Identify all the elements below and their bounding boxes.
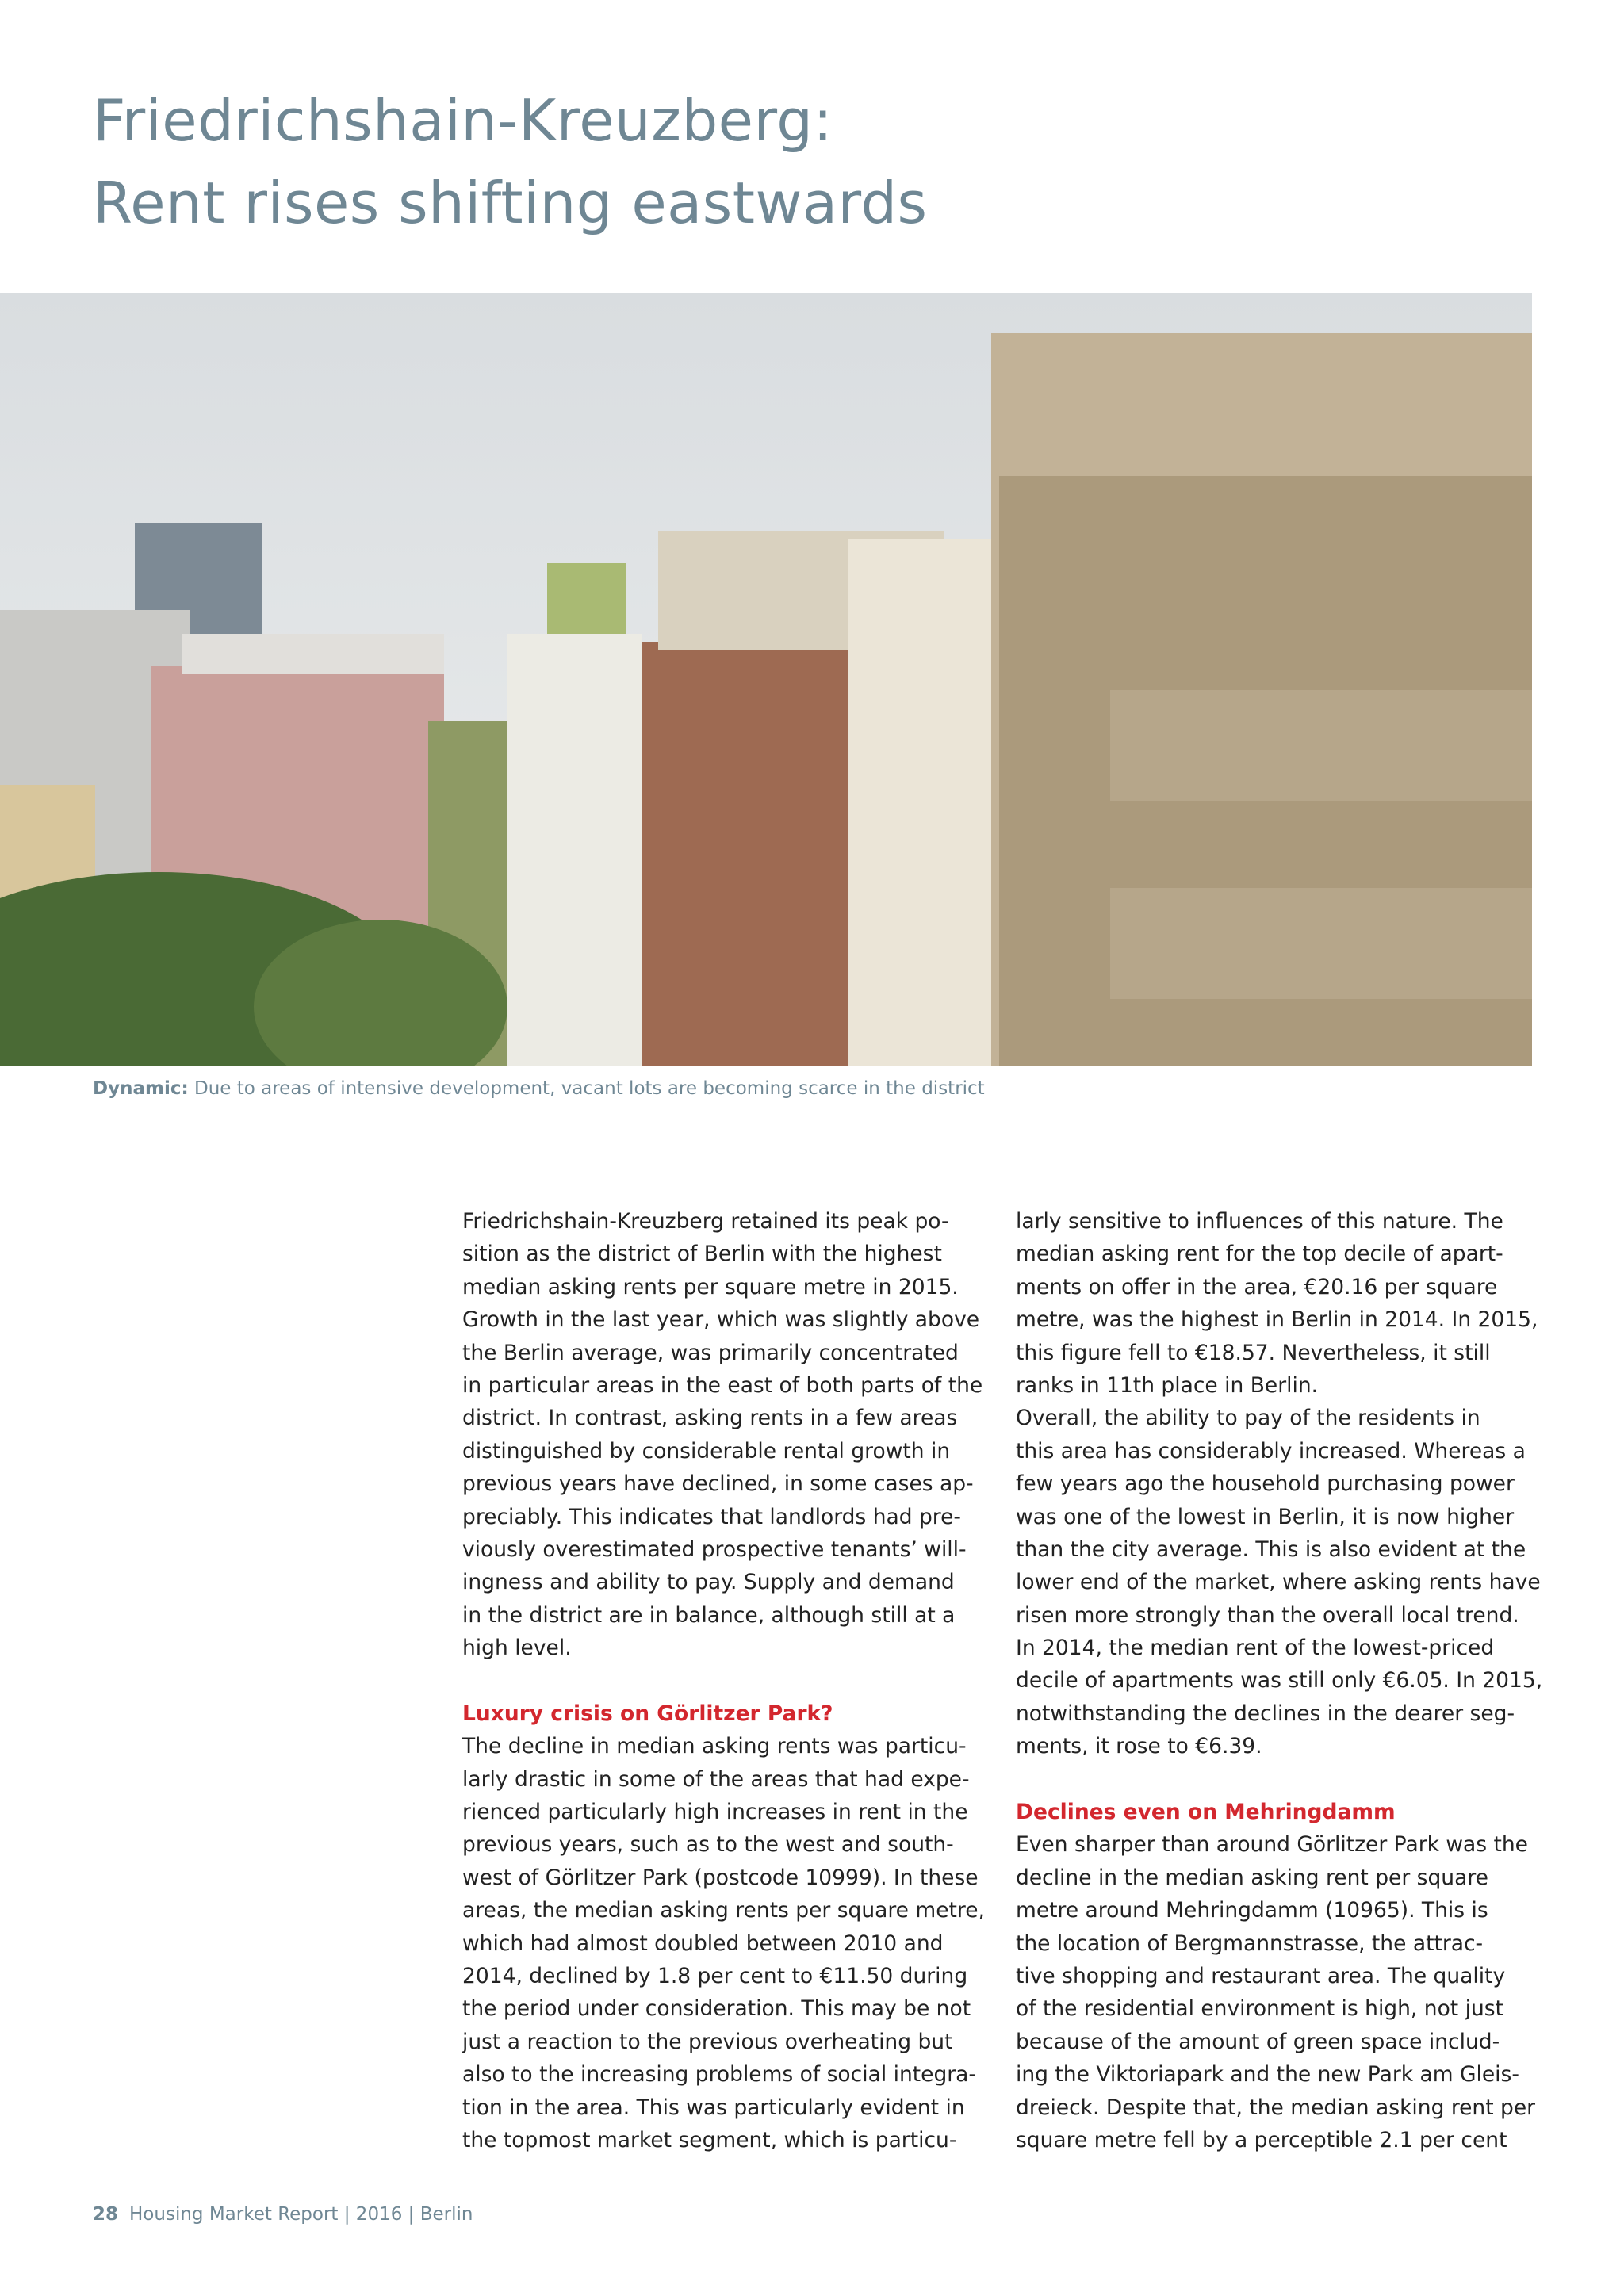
body-line: tion in the area. This was particularly evident in	[462, 2095, 965, 2120]
body-line: distinguished by considerable rental growth in	[462, 1438, 951, 1464]
body-line: Even sharper than around Görlitzer Park was the	[1016, 1832, 1528, 1858]
body-line: just a reaction to the previous overheating but	[462, 2029, 953, 2054]
body-line: larly drastic in some of the areas that had expe-	[462, 1766, 970, 1792]
body-line: The decline in median asking rents was particu-	[462, 1734, 967, 1759]
body-column-left	[462, 1205, 986, 2156]
footer-text: Housing Market Report | 2016 | Berlin	[129, 2204, 473, 2225]
body-line: of the residential environment is high, not just	[1016, 1996, 1503, 2022]
body-line: previous years have declined, in some cases ap-	[462, 1471, 974, 1497]
body-line: district. In contrast, asking rents in a few areas	[462, 1406, 958, 1431]
body-line: rienced particularly high increases in rent in the	[462, 1800, 968, 1825]
body-line: larly sensitive to influences of this nature. The	[1016, 1209, 1503, 1234]
body-line: few years ago the household purchasing power	[1016, 1471, 1515, 1497]
page-title	[93, 79, 928, 244]
body-line: this area has considerably increased. Whereas a	[1016, 1438, 1526, 1464]
body-line: decline in the median asking rent per square	[1016, 1865, 1488, 1890]
body-line: notwithstanding the declines in the dearer seg-	[1016, 1701, 1515, 1726]
body-line: the period under consideration. This may be not	[462, 1996, 971, 2022]
body-line: was one of the lowest in Berlin, it is now higher	[1016, 1504, 1515, 1529]
body-column-right	[1016, 1205, 1543, 2156]
body-line: high level.	[462, 1636, 572, 1661]
body-line: the location of Bergmannstrasse, the attrac-	[1016, 1931, 1484, 1956]
body-line: the topmost market segment, which is particu-	[462, 2127, 957, 2152]
body-line: metre, was the highest in Berlin in 2014. In 2015,	[1016, 1307, 1538, 1333]
body-line: areas, the median asking rents per square metre,	[462, 1898, 985, 1923]
body-line: decile of apartments was still only €6.05. In 2015,	[1016, 1668, 1543, 1693]
body-line: which had almost doubled between 2010 and	[462, 1931, 944, 1956]
body-line: in the district are in balance, although still at a	[462, 1602, 956, 1628]
body-line: ranks in 11th place in Berlin.	[1016, 1372, 1319, 1398]
body-line: than the city average. This is also evident at the	[1016, 1536, 1526, 1562]
body-line: ments, it rose to €6.39.	[1016, 1734, 1262, 1759]
body-line: tive shopping and restaurant area. The quality	[1016, 1963, 1506, 1988]
caption-label: Dynamic:	[93, 1078, 189, 1099]
title-line-2: Rent rises shifting eastwards	[93, 170, 928, 236]
body-line: dreieck. Despite that, the median asking rent per	[1016, 2095, 1536, 2120]
body-line: in particular areas in the east of both parts of the	[462, 1372, 983, 1398]
body-line: Growth in the last year, which was slightly above	[462, 1307, 980, 1333]
body-line: In 2014, the median rent of the lowest-priced	[1016, 1636, 1495, 1661]
body-line: also to the increasing problems of social integra-	[462, 2062, 976, 2087]
body-line: Overall, the ability to pay of the residents in	[1016, 1406, 1480, 1431]
body-line: the Berlin average, was primarily concentrated	[462, 1340, 959, 1365]
body-line: this figure fell to €18.57. Nevertheless, it still	[1016, 1340, 1491, 1365]
paragraph-gap	[1016, 1763, 1539, 1796]
building-photo	[0, 293, 1532, 1066]
body-line: viously overestimated prospective tenants’ will-	[462, 1536, 967, 1562]
body-line: previous years, such as to the west and south-	[462, 1832, 954, 1858]
body-line: preciably. This indicates that landlords had pre-	[462, 1504, 961, 1529]
page-footer	[93, 2204, 473, 2225]
body-line: median asking rent for the top decile of apart-	[1016, 1242, 1503, 1267]
page-number: 28	[93, 2204, 119, 2225]
body-line: ments on offer in the area, €20.16 per square	[1016, 1274, 1498, 1299]
photo-caption	[93, 1078, 985, 1099]
body-line: west of Görlitzer Park (postcode 10999). In these	[462, 1865, 979, 1890]
subheading-luxury-crisis: Luxury crisis on Görlitzer Park?	[462, 1701, 833, 1726]
body-line: metre around Mehringdamm (10965). This is	[1016, 1898, 1488, 1923]
subheading-mehringdamm: Declines even on Mehringdamm	[1016, 1800, 1396, 1825]
body-line: square metre fell by a perceptible 2.1 per cent	[1016, 2127, 1507, 2152]
body-line: Friedrichshain-Kreuzberg retained its peak po-	[462, 1209, 949, 1234]
body-line: median asking rents per square metre in 2015.	[462, 1274, 959, 1299]
body-line: sition as the district of Berlin with the highest	[462, 1242, 942, 1267]
body-line: lower end of the market, where asking rents have	[1016, 1570, 1541, 1595]
caption-text: Due to areas of intensive development, vacant lots are becoming scarce in the district	[188, 1078, 985, 1099]
body-line: ing the Viktoriapark and the new Park am Gleis-	[1016, 2062, 1519, 2087]
title-line-1: Friedrichshain-Kreuzberg:	[93, 87, 833, 154]
body-line: 2014, declined by 1.8 per cent to €11.50 during	[462, 1963, 968, 1988]
body-line: risen more strongly than the overall local trend.	[1016, 1602, 1519, 1628]
paragraph-gap	[462, 1664, 986, 1697]
body-line: because of the amount of green space includ-	[1016, 2029, 1500, 2054]
body-line: ingness and ability to pay. Supply and demand	[462, 1570, 955, 1595]
